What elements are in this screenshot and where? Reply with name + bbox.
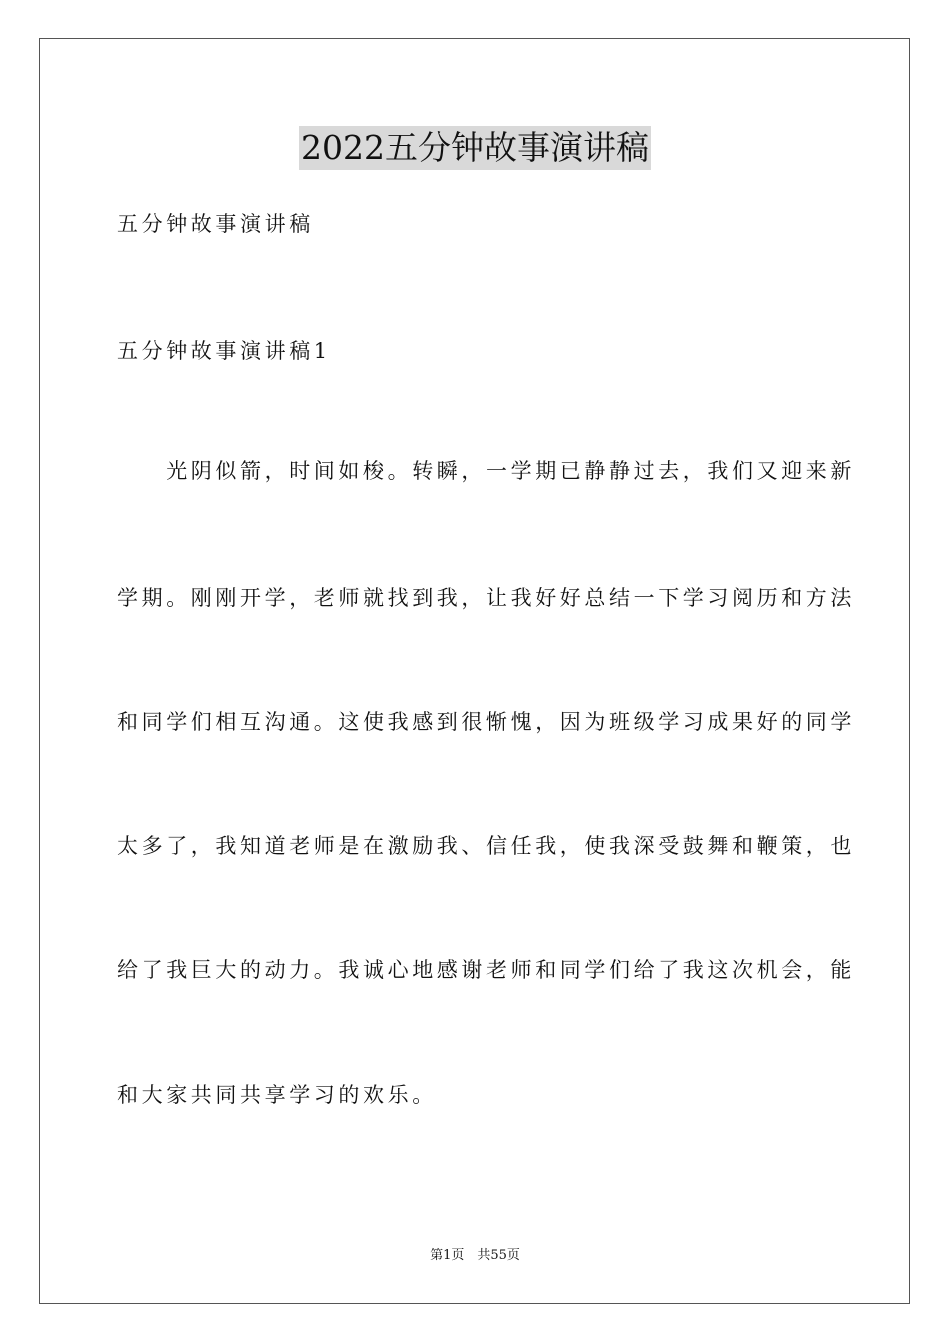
- document-title: 2022五分钟故事演讲稿: [299, 126, 651, 170]
- body-line: 和大家共同共享学习的欢乐。: [117, 1083, 437, 1107]
- title-container: [0, 126, 950, 170]
- body-line: 给了我巨大的动力。我诚心地感谢老师和同学们给了我这次机会，能: [117, 958, 855, 982]
- section-heading: 五分钟故事演讲稿1: [117, 339, 331, 363]
- body-line: 和同学们相互沟通。这使我感到很惭愧，因为班级学习成果好的同学: [117, 710, 855, 734]
- page-footer: 第1页 共55页: [430, 1248, 520, 1263]
- document-subtitle: 五分钟故事演讲稿: [117, 212, 314, 236]
- body-line: 太多了，我知道老师是在激励我、信任我，使我深受鼓舞和鞭策，也: [117, 834, 855, 858]
- body-line: 光阴似箭，时间如梭。转瞬，一学期已静静过去，我们又迎来新: [117, 459, 855, 483]
- body-line: 学期。刚刚开学，老师就找到我，让我好好总结一下学习阅历和方法: [117, 586, 855, 610]
